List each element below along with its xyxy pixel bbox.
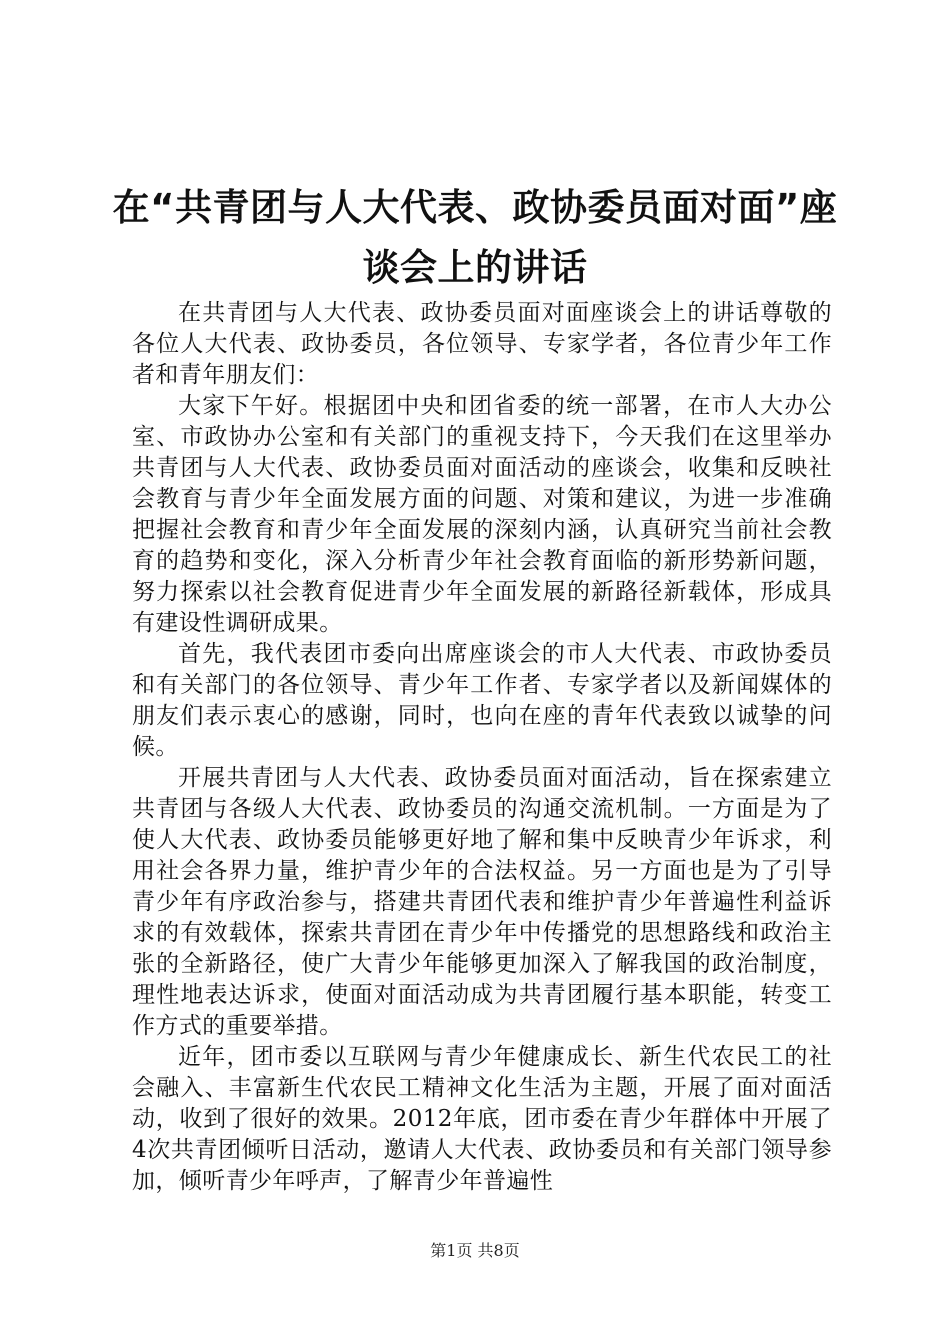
paragraph-thanks: 首先，我代表团市委向出席座谈会的市人大代表、市政协委员和有关部门的各位领导、青少年工作者、专家学者以及新闻媒体的朋友们表示衷心的感谢，同时，也向在座的青年代表致以诚挚的问候。 xyxy=(132,641,832,760)
paragraph-greeting: 大家下午好。根据团中央和团省委的统一部署，在市人大办公室、市政协办公室和有关部门的重视支持下，今天我们在这里举办共青团与人大代表、政协委员面对面活动的座谈会，收集和反映社会教育与青少年全面发展方面的问题、对策和建议，为进一步准确把握社会教育和青少年全面发展的深刻内涵，认真研究当前社会教育的趋势和变化，深入分析青少年社会教育面临的新形势新问题，努力探索以社会教育促进青少年全面发展的新路径新载体，形成具有建设性调研成果。 xyxy=(132,393,832,636)
title-line-1: 在“共青团与人大代表、政协委员面对面”座 xyxy=(112,186,838,229)
paragraph-recent-work: 近年，团市委以互联网与青少年健康成长、新生代农民工的社会融入、丰富新生代农民工精神文化生活为主题，开展了面对面活动，收到了很好的效果。2012年底，团市委在青少年群体中开展了4次共青团倾听日活动，邀请人大代表、政协委员和有关部门领导参加，倾听青少年呼声，了解青少年普遍性 xyxy=(132,1044,832,1194)
page-footer: 第1页 共8页 xyxy=(430,1241,520,1260)
document-body xyxy=(132,298,832,1197)
paragraph-salutation: 在共青团与人大代表、政协委员面对面座谈会上的讲话尊敬的各位人大代表、政协委员，各位领导、专家学者，各位青少年工作者和青年朋友们： xyxy=(132,300,832,388)
title-line-2: 谈会上的讲话 xyxy=(362,246,588,289)
paragraph-purpose: 开展共青团与人大代表、政协委员面对面活动，旨在探索建立共青团与各级人大代表、政协委员的沟通交流机制。一方面是为了使人大代表、政协委员能够更好地了解和集中反映青少年诉求，利用社会各界力量，维护青少年的合法权益。另一方面也是为了引导青少年有序政治参与，搭建共青团代表和维护青少年普遍性利益诉求的有效载体，探索共青团在青少年中传播党的思想路线和政治主张的全新路径，使广大青少年能够更加深入了解我国的政治制度，理性地表达诉求，使面对面活动成为共青团履行基本职能，转变工作方式的重要举措。 xyxy=(132,765,832,1039)
document-title xyxy=(110,178,840,298)
